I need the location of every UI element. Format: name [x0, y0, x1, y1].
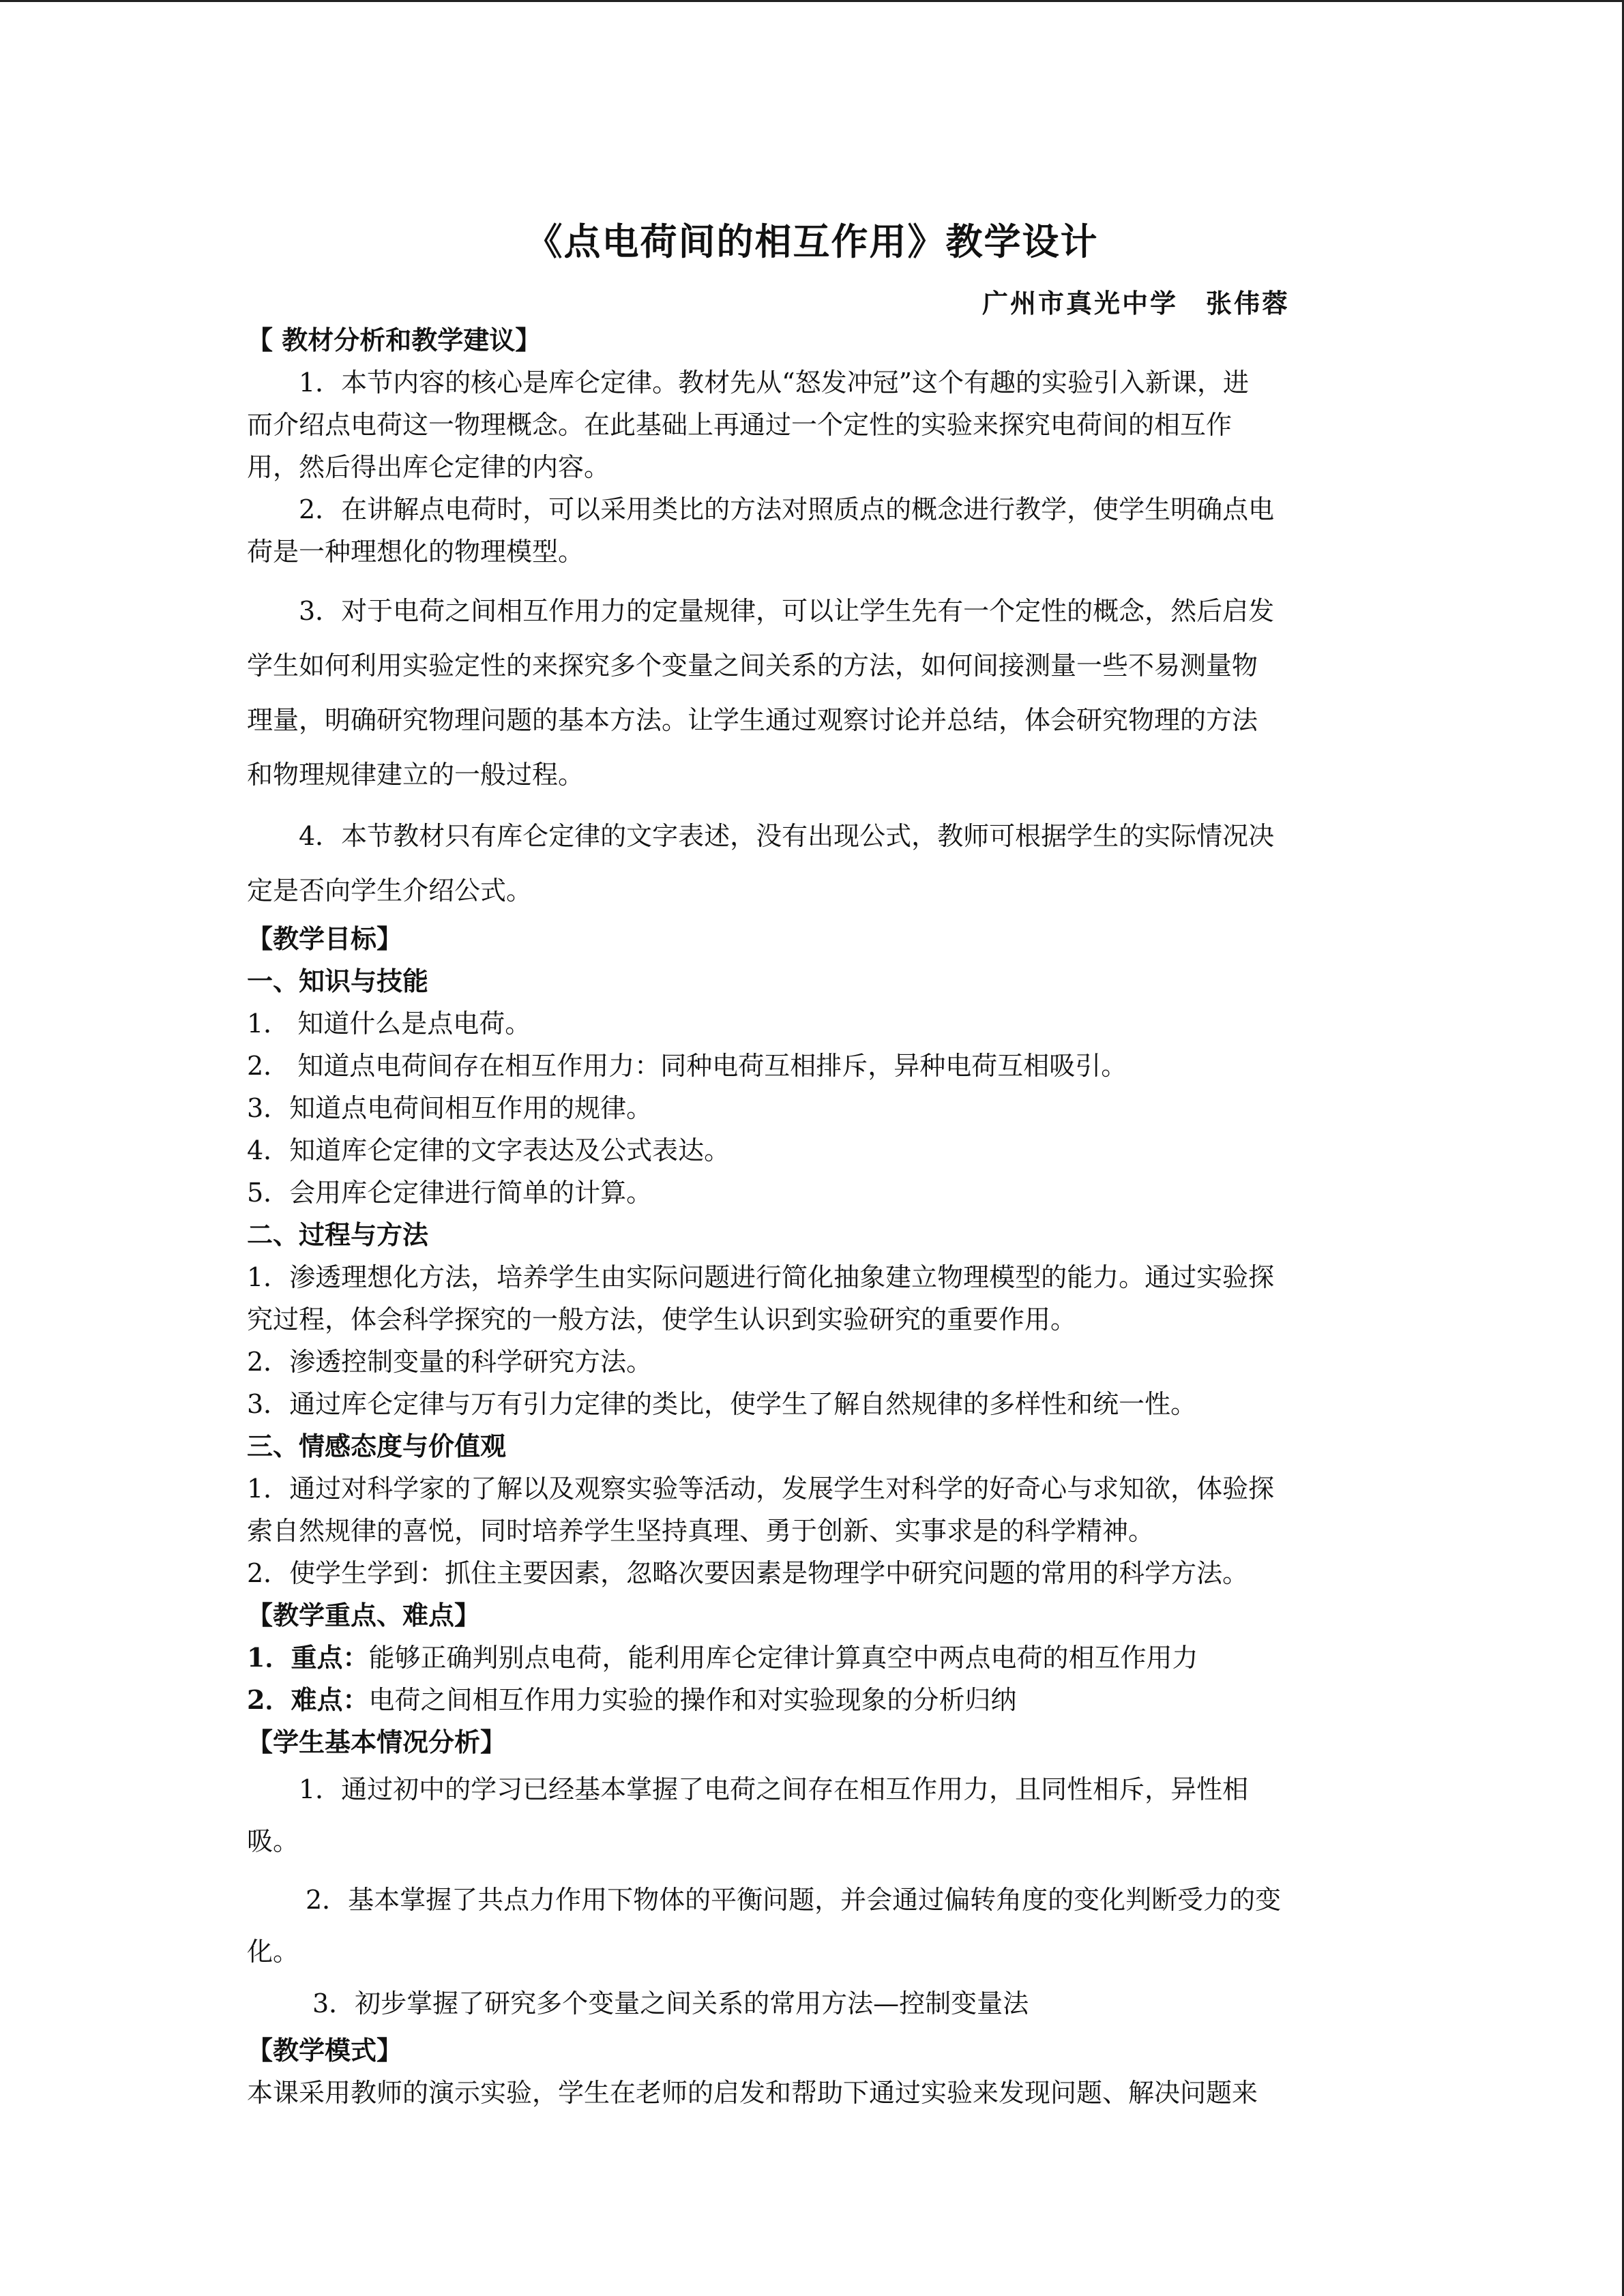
subheading-knowledge: 一、知识与技能 [247, 966, 429, 996]
list-item: 5．会用库仑定律进行简单的计算。 [247, 1178, 653, 1208]
paragraph-line: 4．本节教材只有库仑定律的文字表述，没有出现公式，教师可根据学生的实际情况决 [299, 821, 1275, 851]
key-point-label: 1．重点： [247, 1642, 369, 1673]
paragraph-line: 本课采用教师的演示实验，学生在老师的启发和帮助下通过实验来发现问题、解决问题来 [247, 2078, 1258, 2108]
paragraph-line: 学生如何利用实验定性的来探究多个变量之间关系的方法，如何间接测量一些不易测量物 [247, 651, 1258, 681]
section-heading-goals: 【教学目标】 [247, 923, 403, 954]
list-item: 1． 知道什么是点电荷。 [247, 1009, 531, 1039]
paragraph-line: 化。 [247, 1937, 299, 1967]
list-item: 3．通过库仑定律与万有引力定律的类比，使学生了解自然规律的多样性和统一性。 [247, 1389, 1197, 1419]
section-heading-key-points: 【教学重点、难点】 [247, 1600, 481, 1630]
paragraph-line: 定是否向学生介绍公式。 [247, 876, 533, 906]
paragraph-line: 和物理规律建立的一般过程。 [247, 760, 585, 790]
document-title: 《点电荷间的相互作用》教学设计 [525, 220, 1099, 263]
subheading-attitude: 三、情感态度与价值观 [247, 1431, 507, 1461]
list-item: 4．知道库仑定律的文字表达及公式表达。 [247, 1135, 730, 1165]
section-heading-mode: 【教学模式】 [247, 2035, 403, 2066]
document-author: 广州市真光中学 张伟蓉 [981, 288, 1290, 318]
list-item: 1．通过对科学家的了解以及观察实验等活动，发展学生对科学的好奇心与求知欲，体验探 [247, 1474, 1275, 1504]
list-item: 究过程，体会科学探究的一般方法，使学生认识到实验研究的重要作用。 [247, 1304, 1077, 1335]
paragraph-line: 荷是一种理想化的物理模型。 [247, 537, 585, 567]
list-item: 2．使学生学到：抓住主要因素，忽略次要因素是物理学中研究问题的常用的科学方法。 [247, 1558, 1249, 1588]
section-heading-students: 【学生基本情况分析】 [247, 1727, 507, 1757]
list-item: 索自然规律的喜悦，同时培养学生坚持真理、勇于创新、实事求是的科学精神。 [247, 1516, 1155, 1546]
key-point-text: 能够正确判别点电荷，能利用库仑定律计算真空中两点电荷的相互作用力 [368, 1643, 1198, 1673]
paragraph-line: 用，然后得出库仑定律的内容。 [247, 452, 610, 482]
page-border-top [0, 0, 1624, 2]
paragraph-line: 吸。 [247, 1826, 299, 1856]
paragraph-line: 而介绍点电荷这一物理概念。在此基础上再通过一个定性的实验来探究电荷间的相互作 [247, 410, 1232, 440]
difficult-point-line [247, 1679, 1379, 1721]
paragraph-line: 1．通过初中的学习已经基本掌握了电荷之间存在相互作用力，且同性相斥，异性相 [299, 1774, 1249, 1804]
difficult-point-text: 电荷之间相互作用力实验的操作和对实验现象的分析归纳 [368, 1685, 1017, 1715]
list-item: 2． 知道点电荷间存在相互作用力：同种电荷互相排斥，异种电荷互相吸引。 [247, 1051, 1127, 1081]
list-item: 2．渗透控制变量的科学研究方法。 [247, 1347, 653, 1377]
key-point-line [247, 1637, 1379, 1679]
document-body [247, 319, 1379, 2114]
list-item: 3．知道点电荷间相互作用的规律。 [247, 1093, 653, 1123]
paragraph-line: 2．基本掌握了共点力作用下物体的平衡问题，并会通过偏转角度的变化判断受力的变 [306, 1885, 1282, 1915]
difficult-point-label: 2．难点： [247, 1684, 369, 1715]
paragraph-line: 1．本节内容的核心是库仑定律。教材先从“怒发冲冠”这个有趣的实验引入新课，进 [299, 368, 1250, 398]
paragraph-line: 理量，明确研究物理问题的基本方法。让学生通过观察讨论并总结，体会研究物理的方法 [247, 705, 1258, 735]
subheading-process: 二、过程与方法 [247, 1219, 429, 1250]
section-heading-analysis: 【 教材分析和教学建议】 [247, 325, 542, 355]
paragraph-line: 3．初步掌握了研究多个变量之间关系的常用方法—控制变量法 [312, 1988, 1029, 2018]
paragraph-line: 3．对于电荷之间相互作用力的定量规律，可以让学生先有一个定性的概念，然后启发 [299, 596, 1275, 626]
list-item: 1．渗透理想化方法，培养学生由实际问题进行简化抽象建立物理模型的能力。通过实验探 [247, 1262, 1275, 1292]
paragraph-line: 2．在讲解点电荷时，可以采用类比的方法对照质点的概念进行教学，使学生明确点电 [299, 494, 1275, 524]
